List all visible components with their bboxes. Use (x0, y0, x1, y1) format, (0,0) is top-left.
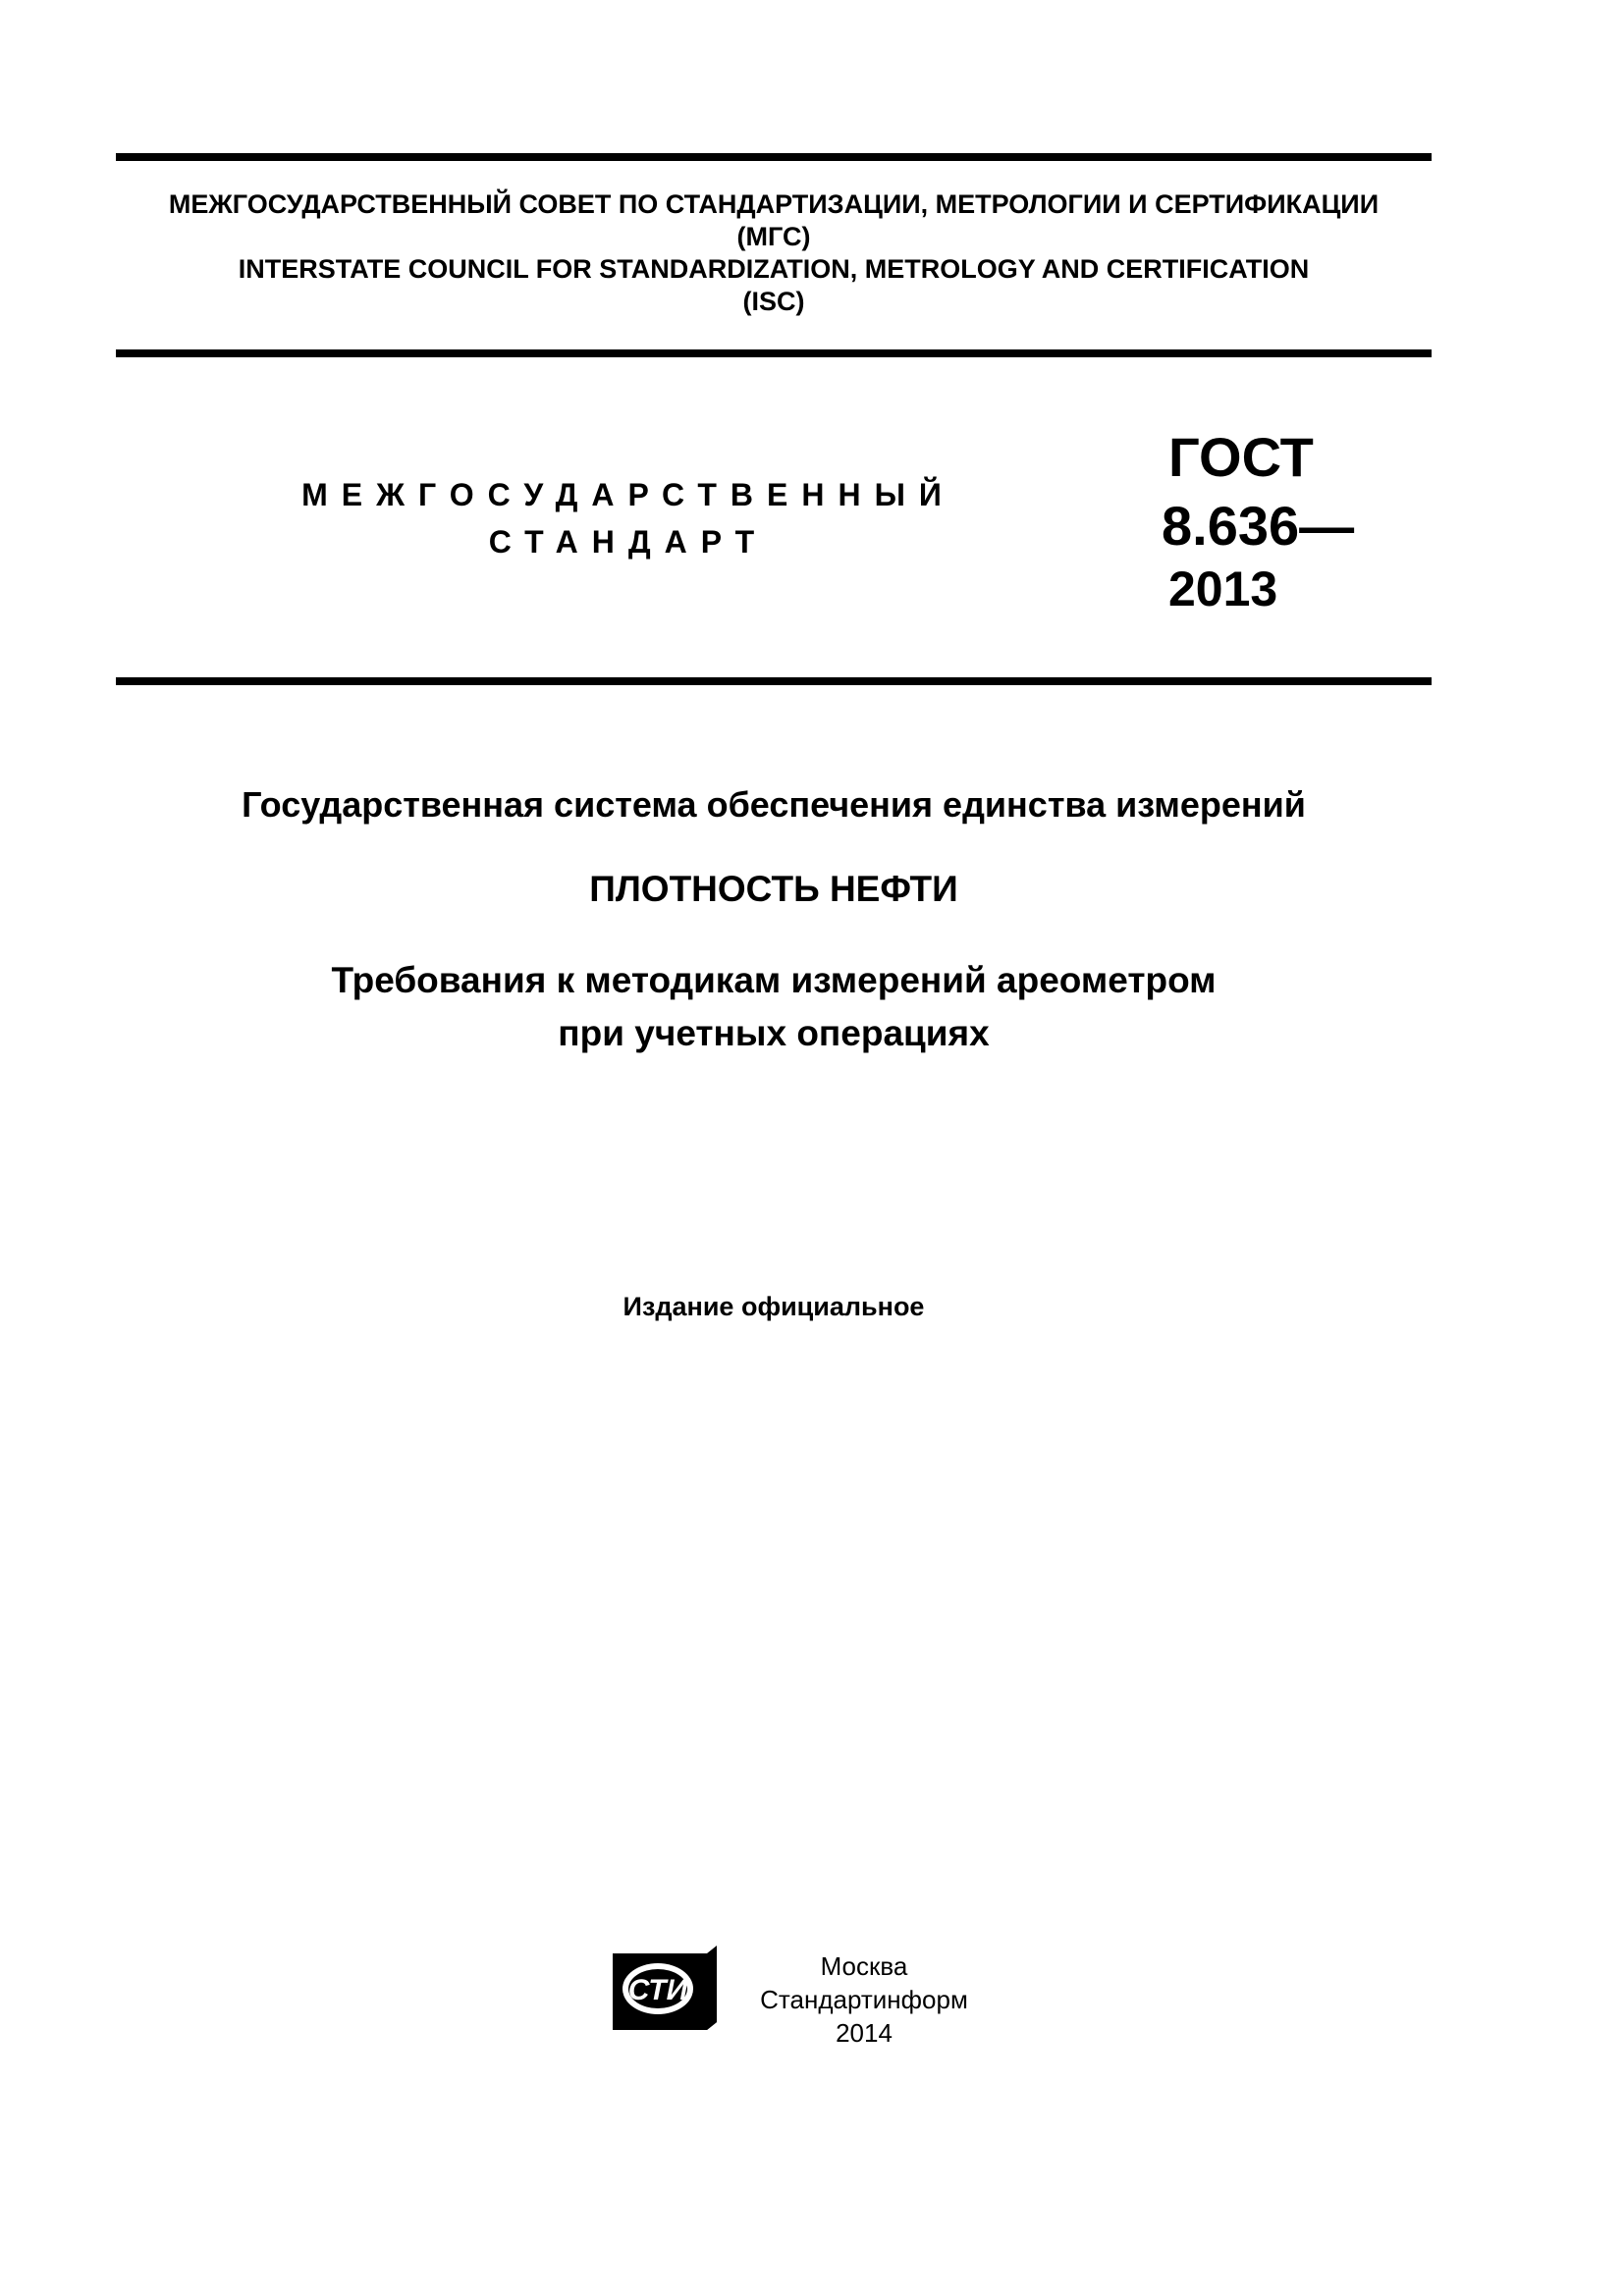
title-divider (116, 677, 1432, 685)
logo-text: СТИ (627, 1974, 688, 2006)
edition-label: Издание официальное (623, 1292, 925, 1321)
council-name-en: INTERSTATE COUNCIL FOR STANDARDIZATION, METROLOGY AND CERTIFICATION (238, 254, 1310, 284)
council-name-ru: МЕЖГОСУДАРСТВЕННЫЙ СОВЕТ ПО СТАНДАРТИЗАЦИИ, МЕТРОЛОГИИ И СЕРТИФИКАЦИИ (168, 189, 1380, 219)
subtitle-line1: Требования к методикам измерений ареометром (331, 960, 1217, 1000)
council-header (116, 188, 1432, 318)
gost-label: ГОСТ (1168, 426, 1314, 488)
council-abbr-en: (ISC) (742, 287, 805, 316)
publisher-city: Москва (820, 1951, 908, 1981)
standartinform-logo-icon (611, 1944, 719, 2034)
system-title: Государственная система обеспечения единства измерений (242, 784, 1306, 825)
standard-kind-line1: МЕЖГОСУДАРСТВЕННЫЙ (301, 477, 955, 512)
subtitle-line2: при учетных операциях (558, 1013, 990, 1053)
main-title: ПЛОТНОСТЬ НЕФТИ (589, 869, 958, 909)
gost-code: 8.636— (1162, 495, 1355, 557)
standard-kind-line2: СТАНДАРТ (488, 524, 769, 560)
subtitle (116, 954, 1432, 1060)
publisher-name: Стандартинформ (760, 1985, 968, 2014)
top-rule (116, 153, 1432, 161)
publisher-info (727, 1949, 1001, 2050)
header-divider (116, 349, 1432, 357)
gost-year: 2013 (1168, 561, 1278, 616)
council-abbr-ru: (МГС) (736, 222, 811, 251)
standard-kind (295, 471, 962, 565)
publisher-year: 2014 (836, 2018, 893, 2048)
